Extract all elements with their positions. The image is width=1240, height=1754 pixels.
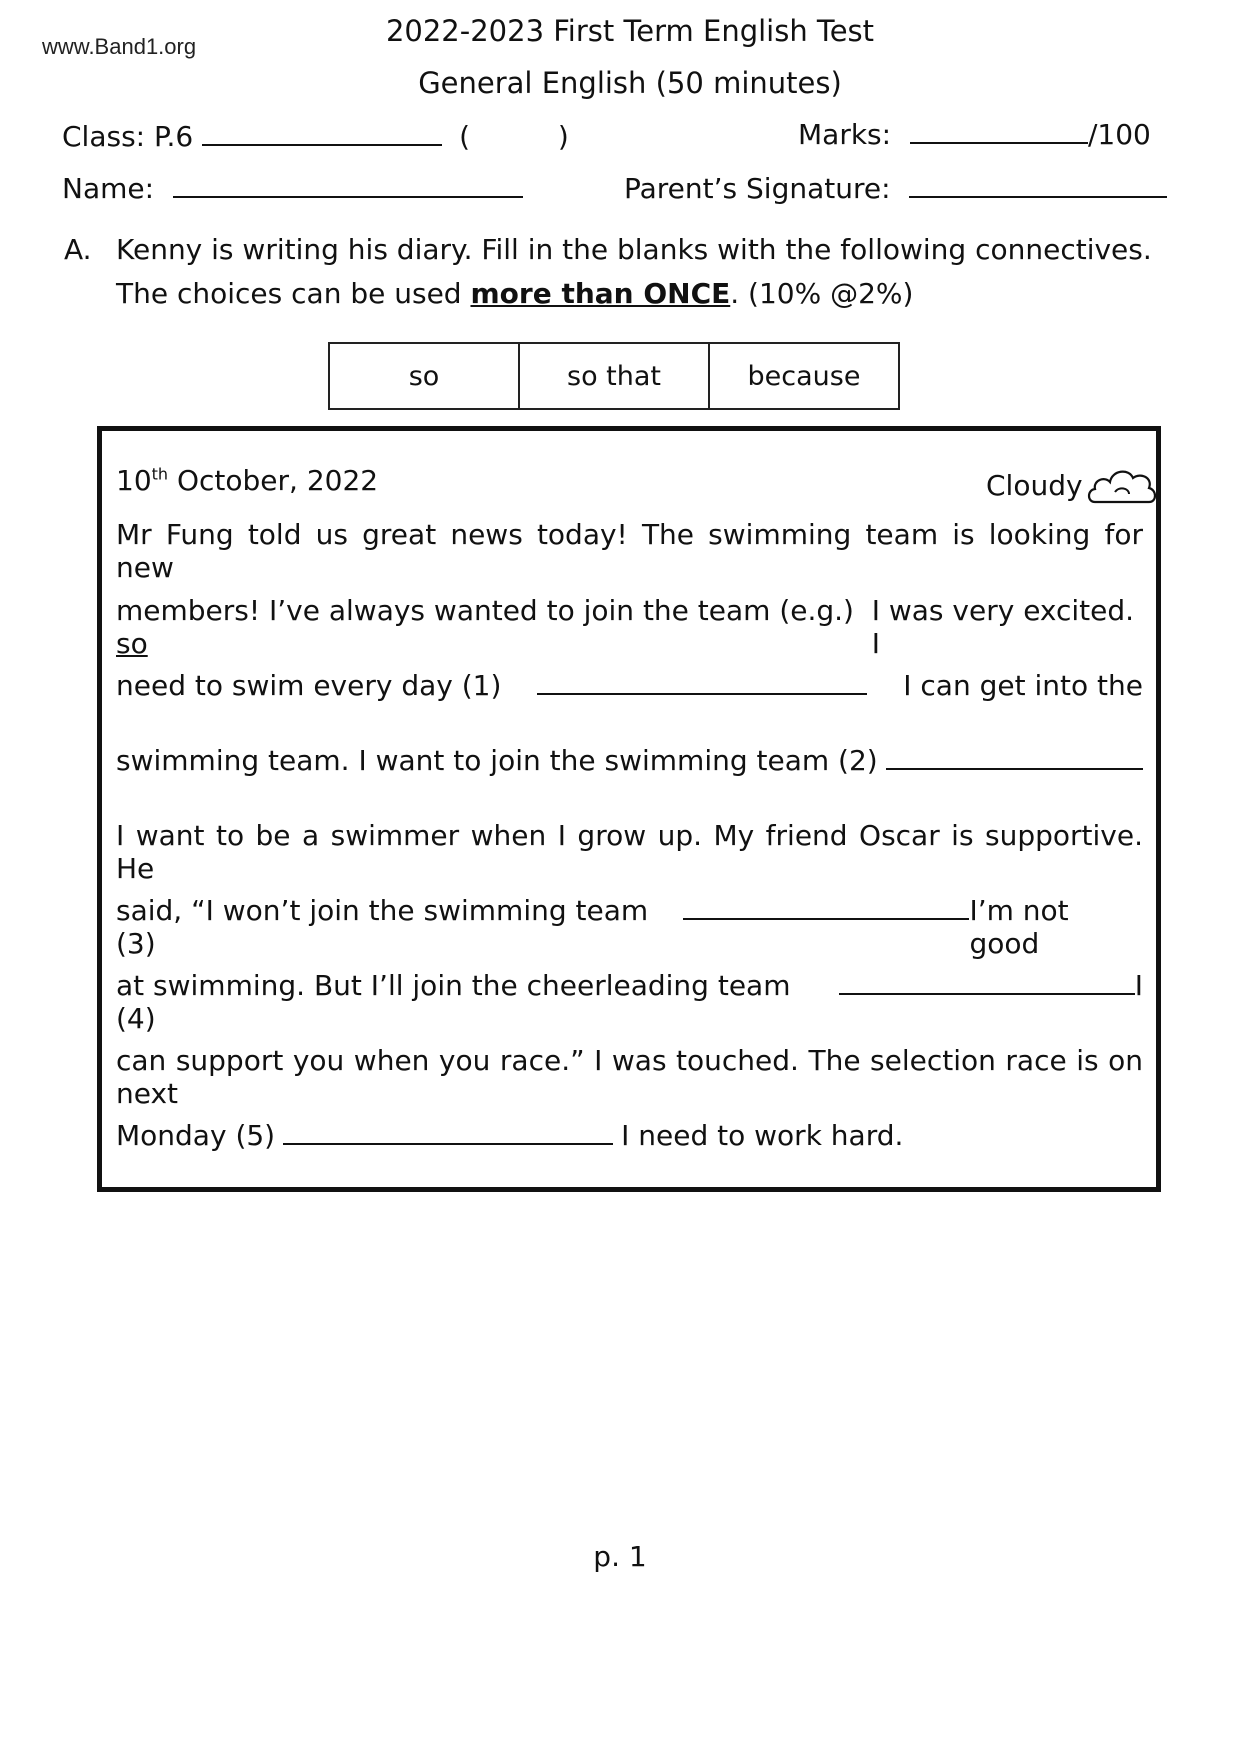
section-a-letter: A.	[64, 233, 92, 266]
blank-4[interactable]	[839, 993, 1135, 995]
diary-line-3	[116, 669, 1143, 702]
paren-close: )	[557, 120, 569, 153]
line4-text: swimming team. I want to join the swimming team (2)	[116, 744, 878, 777]
line3-end: I can get into the	[903, 669, 1143, 702]
choice-so: so	[330, 344, 520, 408]
date-day: 10	[116, 464, 152, 497]
class-label: Class: P.6	[62, 120, 194, 153]
date-suffix: th	[151, 464, 169, 484]
blank-5[interactable]	[283, 1143, 613, 1145]
line3-text: need to swim every day (1)	[116, 669, 502, 702]
section-a-line2	[116, 272, 1160, 316]
blank-1[interactable]	[537, 693, 867, 695]
diary-line-4	[116, 744, 1143, 777]
line2-emphasis: more than ONCE	[470, 277, 731, 310]
signature-blank[interactable]	[909, 170, 1167, 198]
line2-post: . (10% @2%)	[730, 277, 914, 310]
test-title: 2022-2023 First Term English Test	[385, 14, 875, 48]
line6-text: said, “I won’t join the swimming team (3)	[116, 894, 649, 960]
choice-because: because	[747, 360, 861, 392]
diary-line-6	[116, 894, 1143, 960]
line2-text: members! I’ve always wanted to join the team (e.g.)	[116, 594, 854, 627]
signature-label: Parent’s Signature:	[624, 172, 891, 205]
line2-pre: The choices can be used	[116, 277, 462, 310]
site-watermark: www.Band1.org	[42, 34, 197, 59]
diary-line-1: Mr Fung told us great news today! The swimming team is looking for new	[116, 518, 1143, 584]
marks-blank[interactable]	[910, 116, 1088, 144]
date-rest: October, 2022	[168, 464, 379, 497]
paren-open: (	[459, 120, 470, 153]
connectives-box	[328, 342, 900, 410]
name-label: Name:	[62, 172, 155, 205]
name-field	[62, 170, 523, 205]
section-a-instructions	[116, 228, 1160, 316]
class-field	[62, 118, 569, 153]
blank-2[interactable]	[886, 768, 1143, 770]
line2-end: I was very excited. I	[871, 594, 1135, 660]
diary-line-7	[116, 969, 1143, 1035]
blank-3[interactable]	[683, 918, 970, 920]
signature-field	[624, 170, 1167, 205]
marks-field	[798, 116, 1151, 151]
name-blank[interactable]	[173, 170, 523, 198]
example-answer: so	[116, 627, 148, 660]
diary-line-8: can support you when you race.” I was touched. The selection race is on next	[116, 1044, 1143, 1110]
line9-end: I need to work hard.	[621, 1119, 904, 1152]
line9-text: Monday (5)	[116, 1119, 276, 1152]
cloud-icon	[1085, 458, 1159, 512]
page-number: p. 1	[593, 1540, 647, 1573]
diary-line-9	[116, 1119, 1143, 1152]
diary-line-5: I want to be a swimmer when I grow up. My friend Oscar is supportive. He	[116, 819, 1143, 885]
line6-end: I’m not good	[969, 894, 1069, 960]
class-blank[interactable]	[202, 118, 442, 146]
weather-label: Cloudy	[986, 468, 1083, 502]
marks-total: /100	[1087, 118, 1151, 151]
line7-end: I	[1134, 969, 1143, 1002]
test-subtitle: General English (50 minutes)	[418, 66, 842, 100]
weather	[986, 458, 1159, 512]
diary-line-2	[116, 594, 1143, 660]
marks-label: Marks:	[798, 118, 892, 151]
choice-so-that: so that	[520, 344, 710, 408]
line7-text: at swimming. But I’ll join the cheerleading team (4)	[116, 969, 791, 1035]
section-a-line1: Kenny is writing his diary. Fill in the blanks with the following connectives.	[116, 233, 1152, 266]
